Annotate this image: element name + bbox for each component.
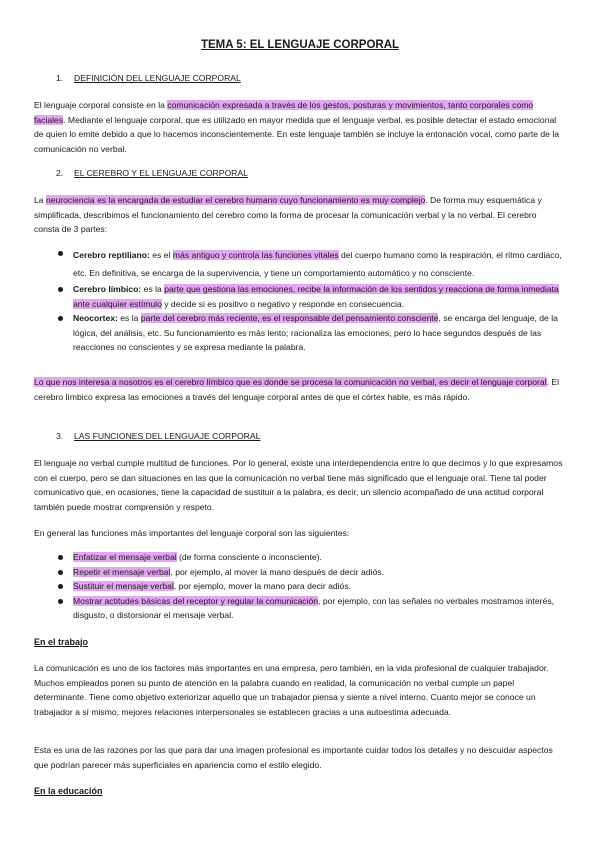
- list-item: [56, 550, 566, 565]
- paragraph-functions-lead: En general las funciones más importantes del lenguaje corporal son las siguientes:: [34, 528, 350, 538]
- list-item: [56, 579, 566, 594]
- section-title: DEFINICIÓN DEL LENGUAJE CORPORAL: [74, 73, 241, 83]
- subheading-work: En el trabajo: [34, 637, 89, 647]
- highlighted-text: Lo que nos interesa a nosotros es el cerebro límbico que es donde se procesa la comunicación no verbal, es decir el lenguaje corporal: [34, 377, 547, 387]
- paragraph-work: La comunicación es uno de los factores más importantes en una empresa, pero también, en la vida profesional de cualquier trabajador. Muchos empleados ponen su punto de atención en la palabra cuando en realidad, la comunicación no verbal cumple un papel determinante. Tiene como objetivo exteriorizar aquello que un trabajador piensa y siente a nivel interno. Cuanto mejor se conoce un trabajador a sí mismo, mejores relaciones interpersonales se establecen gracias a una autoestima adecuada.: [34, 663, 549, 717]
- text-run: El lenguaje corporal consiste en la: [34, 100, 168, 110]
- functions-list: [56, 550, 566, 623]
- highlighted-text: Repetir el mensaje verbal: [73, 566, 171, 577]
- highlighted-text: comunicación expresada a través de los gestos, posturas y movimientos, tanto corporales como faciales: [34, 100, 534, 125]
- highlighted-text: Mostrar actitudes básicas del receptor y regular la comunicación: [73, 595, 319, 606]
- paragraph-definition: [34, 98, 564, 156]
- text-run: , por ejemplo, al mover la mano después de decir adiós.: [170, 566, 384, 577]
- list-item: [56, 246, 566, 282]
- section-number: 2.: [56, 168, 64, 178]
- highlighted-text: Enfatizar el mensaje verbal: [73, 552, 177, 562]
- text-run: . De forma muy esquemática y simplificada, describimos el funcionamiento del cerebro como la forma de procesar la comunicación verbal y la no verbal. El cerebro consta de 3 partes:: [34, 195, 542, 234]
- text-run: (de forma consciente o inconsciente).: [176, 552, 322, 562]
- brain-parts-list: [56, 246, 566, 355]
- paragraph-limbic: [34, 375, 564, 404]
- list-item: [56, 311, 566, 355]
- term-label: Cerebro reptiliano:: [73, 250, 150, 260]
- paragraph-image: Esta es una de las razones por las que para dar una imagen profesional es importante cuidar todos los detalles y no descuidar aspectos que podrían parecer más superficiales en apariencia como el estilo elegido.: [34, 745, 553, 770]
- text-run: , se encarga del lenguaje, de la lógica, del análisis, etc. Su funcionamiento es más lento; racionaliza las emociones, pero lo hace segundos después de las reacciones no conscientes y se expresa mediante la palabra.: [73, 313, 558, 352]
- document-title: TEMA 5: EL LENGUAJE CORPORAL: [200, 39, 400, 51]
- section-title: LAS FUNCIONES DEL LENGUAJE CORPORAL: [74, 431, 261, 441]
- section-number: 1.: [56, 73, 64, 83]
- section-heading-3: [56, 431, 260, 441]
- paragraph-brain-intro: [34, 193, 564, 237]
- section-number: 3.: [56, 431, 64, 441]
- highlighted-text: parte del cerebro más reciente, es el responsable del pensamiento consciente: [140, 313, 439, 323]
- text-run: La: [34, 195, 46, 205]
- term-label: Neocortex:: [73, 313, 118, 323]
- paragraph-functions-intro: El lenguaje no verbal cumple multitud de funciones. Por lo general, existe una interdependencia entre lo que decimos y lo que expresamos con el cuerpo, pero se dan situaciones en las que la comunicación no verbal tiene más significado que el lenguaje oral. Tiene tal poder comunicativo que, en ocasiones, tiene la capacidad de sustituir a la palabra, es decir, un silencio acompañado de una actitud corporal también puede mostrar comprensión y respeto.: [34, 458, 563, 512]
- text-run: es el: [149, 250, 173, 260]
- list-item: [56, 282, 566, 311]
- text-run: y decide si es positivo o negativo y responde en consecuencia.: [161, 298, 405, 309]
- text-run: . El cerebro límbico expresa las emociones a través del lenguaje corporal antes de que el córtex hable, es más rápido.: [34, 377, 560, 402]
- section-heading-1: [56, 73, 241, 83]
- text-run: , por ejemplo, con las señales no verbales mostramos interés, disgusto, o distorsionar el mensaje verbal.: [73, 595, 555, 620]
- text-run: , por ejemplo, mover la mano para decir adiós.: [173, 581, 352, 591]
- section-heading-2: [56, 168, 248, 178]
- section-title: EL CEREBRO Y EL LENGUAJE CORPORAL: [74, 168, 248, 178]
- highlighted-text: neurociencia es la encargada de estudiar el cerebro humano cuyo funcionamiento es muy complejo: [45, 195, 426, 205]
- highlighted-text: Sustituir el mensaje verbal: [73, 581, 174, 591]
- highlighted-text: más antiguo y controla las funciones vitales: [172, 250, 339, 260]
- text-run: del cuerpo humano como la respiración, el ritmo cardiaco, etc. En definitiva, se encarga de la supervivencia, y tiene un comportamiento automático y no consciente.: [73, 250, 562, 278]
- highlighted-text: parte que gestiona las emociones, recibe la información de los sentidos y reacciona de forma inmediata ante cualquier estímulo: [73, 284, 559, 309]
- term-label: Cerebro límbico:: [73, 284, 142, 294]
- subheading-education: En la educación: [34, 786, 103, 796]
- list-item: [56, 594, 566, 623]
- text-run: . Mediante el lenguaje corporal, que es utilizado en mayor medida que el lenguaje verbal, es posible detectar el estado emocional de quien lo emite debido a que lo hacemos inconscientemente. En este lenguaje también se incluye la entonación vocal, como parte de la comunicación no verbal.: [34, 114, 560, 154]
- list-item: [56, 565, 566, 580]
- text-run: es la: [141, 284, 165, 294]
- text-run: es la: [117, 313, 141, 323]
